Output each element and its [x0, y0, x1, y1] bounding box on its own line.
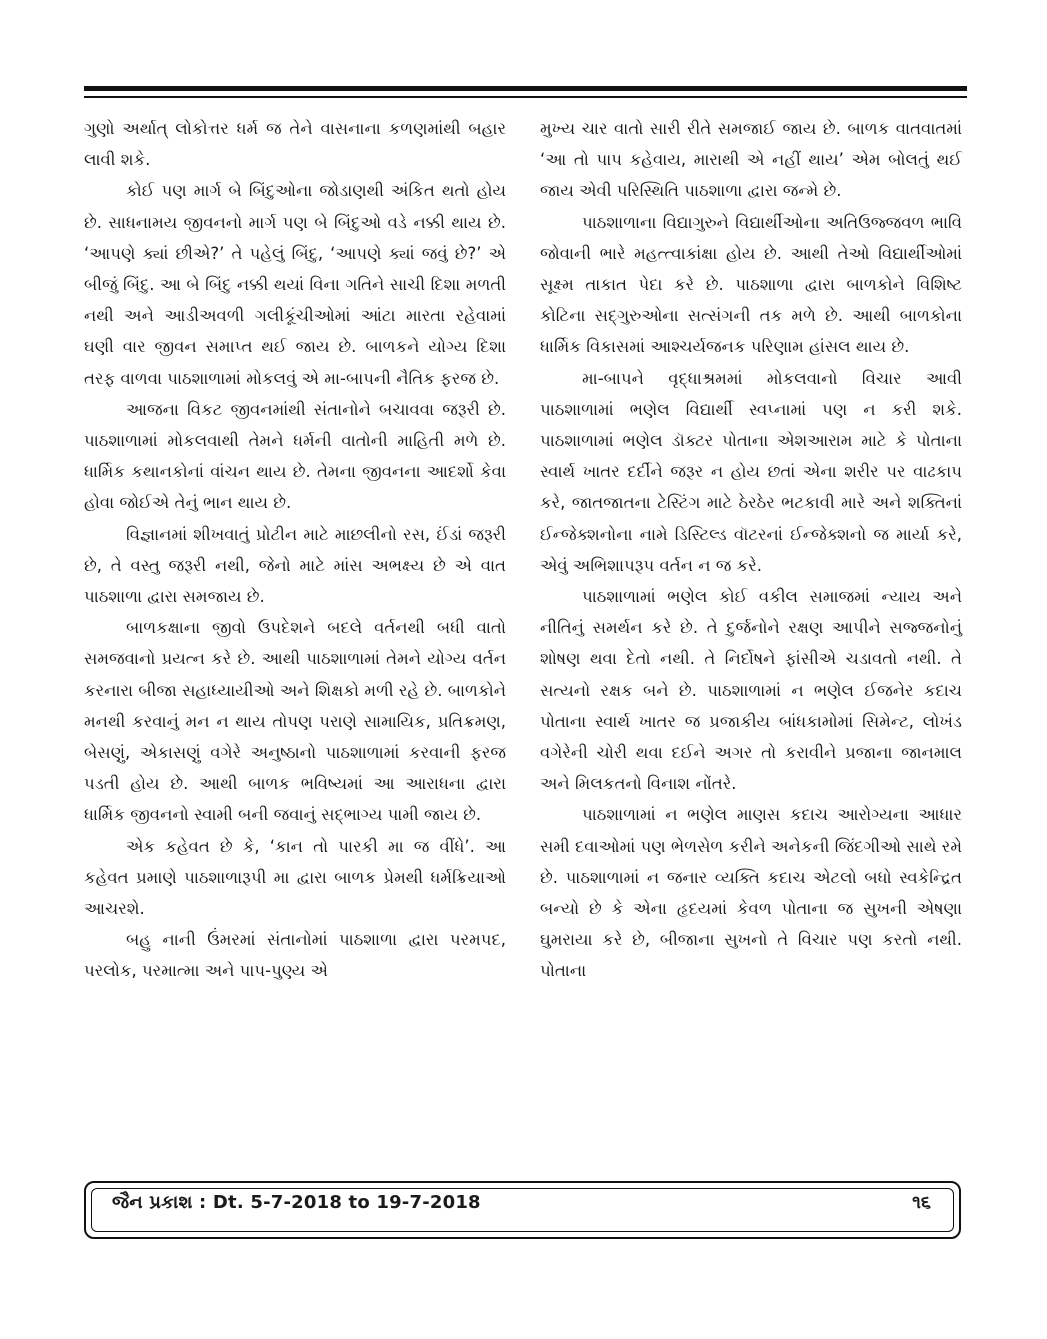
paragraph: પાઠશાળામાં ભણેલ કોઈ વકીલ સમાજમાં ન્યાય અને નીતિનું સમર્થન કરે છે. તે દુર્જનોને રક્ષણ આપીને સજ્જનોનું શોષણ થવા દેતો નથી. તે નિર્દોષને ફાંસીએ ચડાવતો નથી. તે સત્યનો રક્ષક બને છે. પાઠશાળામાં ન ભણેલ ઈજનેર કદાચ પોતાના સ્વાર્થ ખાતર જ પ્રજાકીય બાંધકામોમાં સિમેન્ટ, લોખંડ વગેરેની ચોરી થવા દઈને અગર તો કરાવીને પ્રજાના જાનમાલ અને મિલકતનો વિનાશ નોંતરે.	[540, 587, 962, 794]
right-text-column	[540, 113, 962, 987]
paragraph: પાઠશાળાના વિદ્યાગુરુને વિદ્યાર્થીઓના અતિઉજ્જવળ ભાવિ જોવાની ભારે મહત્ત્વાકાંક્ષા હોય છે. આથી તેઓ વિદ્યાર્થીઓમાં સૂક્ષ્મ તાકાત પેદા કરે છે. પાઠશાળા દ્વારા બાળકોને વિશિષ્ટ કોટિના સદ્ગુરુઓના સત્સંગની તક મળે છે. આથી બાળકોના ધાર્મિક વિકાસમાં આશ્ચર્યજનક પરિણામ હાંસલ થાય છે.	[540, 212, 962, 357]
header-thin-rule	[84, 96, 967, 98]
paragraph: કોઈ પણ માર્ગ બે બિંદુઓના જોડાણથી અંકિત થતો હોય છે. સાધનામય જીવનનો માર્ગ પણ બે બિંદુઓ વડે નક્કી થાય છે. ‘આપણે ક્યાં છીએ?’ તે પહેલું બિંદુ, ‘આપણે ક્યાં જવું છે?’ એ બીજું બિંદુ. આ બે બિંદુ નક્કી થયાં વિના ગતિને સાચી દિશા મળતી નથી અને આડીઅવળી ગલીકૂંચીઓમાં આંટા મારતા રહેવામાં ઘણી વાર જીવન સમાપ્ત થઈ જાય છે. બાળકને યોગ્ય દિશા તરફ વાળવા પાઠશાળામાં મોકલવું એ મા-બાપની નૈતિક ફરજ છે.	[84, 181, 506, 388]
paragraph: ગુણો અર્થાત્ લોકોત્તર ધર્મ જ તેને વાસનાના કળણમાંથી બહાર લાવી શકે.	[84, 119, 506, 170]
paragraph: પાઠશાળામાં ન ભણેલ માણસ કદાચ આરોગ્યના આધાર સમી દવાઓમાં પણ ભેળસેળ કરીને અનેકની જિંદગીઓ સાથે રમે છે. પાઠશાળામાં ન જનાર વ્યક્તિ કદાચ એટલો બધો સ્વકેન્દ્રિત બન્યો છે કે એના હૃદયમાં કેવળ પોતાના જ સુખની એષણા ઘુમરાયા કરે છે, બીજાના સુખનો તે વિચાર પણ કરતો નથી. પોતાના	[540, 805, 962, 981]
paragraph: મુખ્ય ચાર વાતો સારી રીતે સમજાઈ જાય છે. બાળક વાતવાતમાં ‘આ તો પાપ કહેવાય, મારાથી એ નહીં થાય’ એમ બોલતું થઈ જાય એવી પરિસ્થિતિ પાઠશાળા દ્વારા જન્મે છે.	[540, 119, 962, 201]
page-number: ૧૬	[912, 1192, 931, 1213]
publication-info: જૈન પ્રકાશ : Dt. 5-7-2018 to 19-7-2018	[112, 1192, 481, 1213]
paragraph: બહુ નાની ઉંમરમાં સંતાનોમાં પાઠશાળા દ્વારા પરમપદ, પરલોક, પરમાત્મા અને પાપ-પુણ્ય એ	[84, 930, 506, 981]
paragraph: મા-બાપને વૃદ્ધાશ્રમમાં મોકલવાનો વિચાર આવી પાઠશાળામાં ભણેલ વિદ્યાર્થી સ્વપ્નામાં પણ ન કરી શકે. પાઠશાળામાં ભણેલ ડૉક્ટર પોતાના એશઆરામ માટે કે પોતાના સ્વાર્થ ખાતર દર્દીને જરૂર ન હોય છતાં એના શરીર પર વાઢકાપ કરે, જાતજાતના ટેસ્ટિંગ માટે ઠેરઠેર ભટકાવી મારે અને શક્તિનાં ઈન્જેક્શનોના નામે ડિસ્ટિલ્ડ વૉટરનાં ઈન્જેક્શનો જ માર્યા કરે, એવું અભિશાપરૂપ વર્તન ન જ કરે.	[540, 368, 962, 575]
paragraph: વિજ્ઞાનમાં શીખવાતું પ્રોટીન માટે માછલીનો રસ, ઈંડાં જરૂરી છે, તે વસ્તુ જરૂરી નથી, જેનો માટે માંસ અભક્ષ્ય છે એ વાત પાઠશાળા દ્વારા સમજાય છે.	[84, 524, 506, 607]
left-text-column	[84, 113, 506, 987]
paragraph: બાળકક્ષાના જીવો ઉપદેશને બદલે વર્તનથી બધી વાતો સમજવાનો પ્રયત્ન કરે છે. આથી પાઠશાળામાં તેમને યોગ્ય વર્તન કરનારા બીજા સહાધ્યાયીઓ અને શિક્ષકો મળી રહે છે. બાળકોને મનથી કરવાનું મન ન થાય તોપણ પરાણે સામાયિક, પ્રતિક્રમણ, બેસણું, એકાસણું વગેરે અનુષ્ઠાનો પાઠશાળામાં કરવાની ફરજ પડતી હોય છે. આથી બાળક ભવિષ્યમાં આ આરાધના દ્વારા ધાર્મિક જીવનનો સ્વામી બની જવાનું સદ્ભાગ્ય પામી જાય છે.	[84, 618, 506, 825]
footer-bar	[84, 1181, 961, 1239]
paragraph: આજના વિકટ જીવનમાંથી સંતાનોને બચાવવા જરૂરી છે. પાઠશાળામાં મોકલવાથી તેમને ધર્મની વાતોની માહિતી મળે છે. ધાર્મિક કથાનકોનાં વાંચન થાય છે. તેમના જીવનના આદર્શો કેવા હોવા જોઈએ તેનું ભાન થાય છે.	[84, 399, 506, 513]
header-thick-rule	[84, 86, 967, 91]
paragraph: એક કહેવત છે કે, ‘કાન તો પારકી મા જ વીંધે’. આ કહેવત પ્રમાણે પાઠશાળારૂપી મા દ્વારા બાળક પ્રેમથી ધર્મક્રિયાઓ આચરશે.	[84, 836, 506, 919]
